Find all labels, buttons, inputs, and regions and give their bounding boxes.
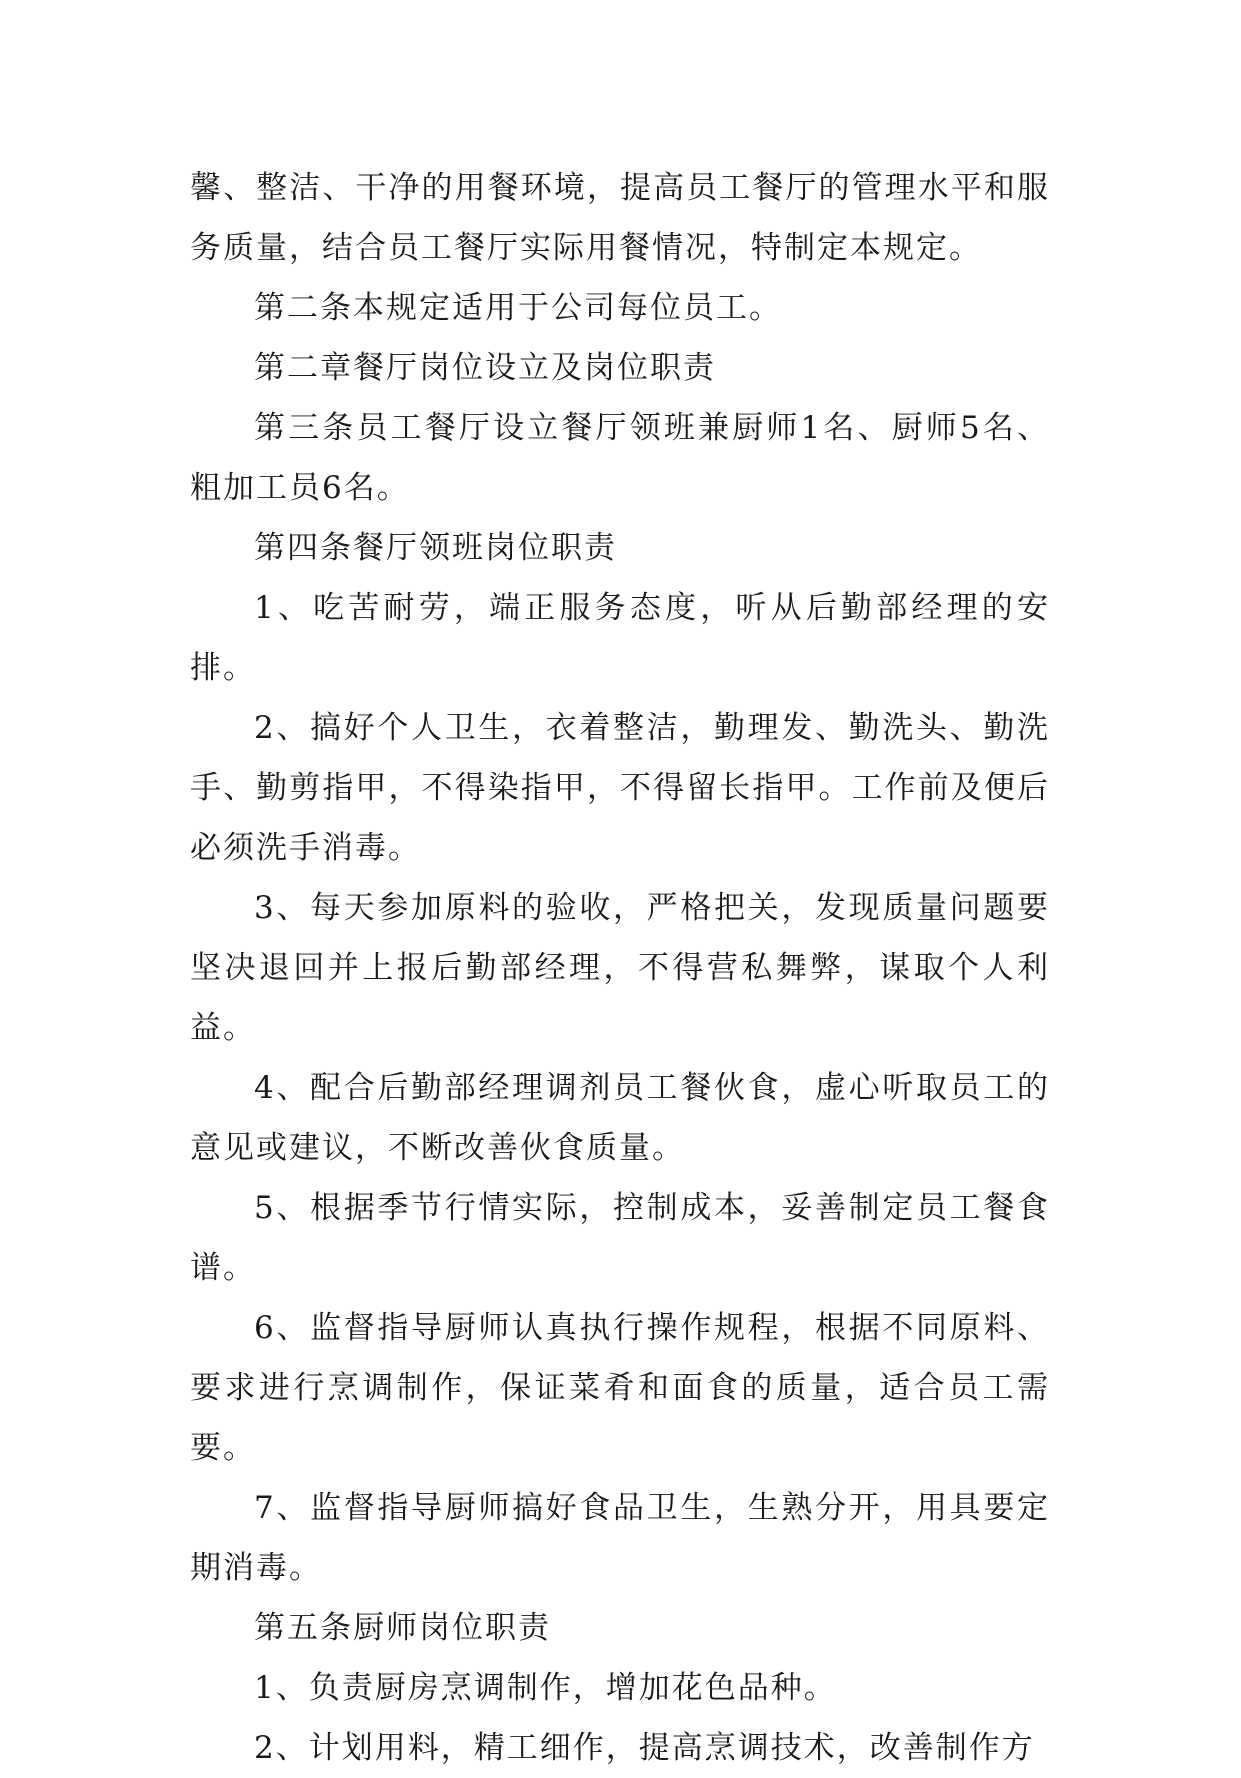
list-item: 7、监督指导厨师搞好食品卫生，生熟分开，用具要定期消毒。	[190, 1490, 1050, 1586]
list-item: 3、每天参加原料的验收，严格把关，发现质量问题要坚决退回并上报后勤部经理，不得营私舞弊，谋取个人利益。	[190, 890, 1050, 1046]
document-body	[190, 158, 1050, 1778]
article-heading: 第五条厨师岗位职责	[254, 1610, 551, 1646]
list-item: 2、搞好个人卫生，衣着整洁，勤理发、勤洗头、勤洗手、勤剪指甲，不得染指甲，不得留长指甲。工作前及便后必须洗手消毒。	[190, 710, 1050, 866]
article-heading: 第四条餐厅领班岗位职责	[254, 530, 617, 566]
list-item: 1、吃苦耐劳，端正服务态度，听从后勤部经理的安排。	[190, 590, 1050, 686]
list-item: 2、计划用料，精工细作，提高烹调技术，改善制作方	[254, 1730, 1035, 1766]
chapter-heading: 第二章餐厅岗位设立及岗位职责	[254, 350, 716, 386]
paragraph: 第三条员工餐厅设立餐厅领班兼厨师1名、厨师5名、粗加工员6名。	[190, 410, 1050, 506]
list-item: 4、配合后勤部经理调剂员工餐伙食，虚心听取员工的意见或建议，不断改善伙食质量。	[190, 1070, 1050, 1166]
list-item: 1、负责厨房烹调制作，增加花色品种。	[254, 1670, 837, 1706]
list-item: 6、监督指导厨师认真执行操作规程，根据不同原料、要求进行烹调制作，保证菜肴和面食的质量，适合员工需要。	[190, 1310, 1050, 1466]
paragraph: 第二条本规定适用于公司每位员工。	[254, 290, 782, 326]
list-item: 5、根据季节行情实际，控制成本，妥善制定员工餐食谱。	[190, 1190, 1050, 1286]
paragraph: 馨、整洁、干净的用餐环境，提高员工餐厅的管理水平和服务质量，结合员工餐厅实际用餐情况，特制定本规定。	[190, 170, 1050, 266]
